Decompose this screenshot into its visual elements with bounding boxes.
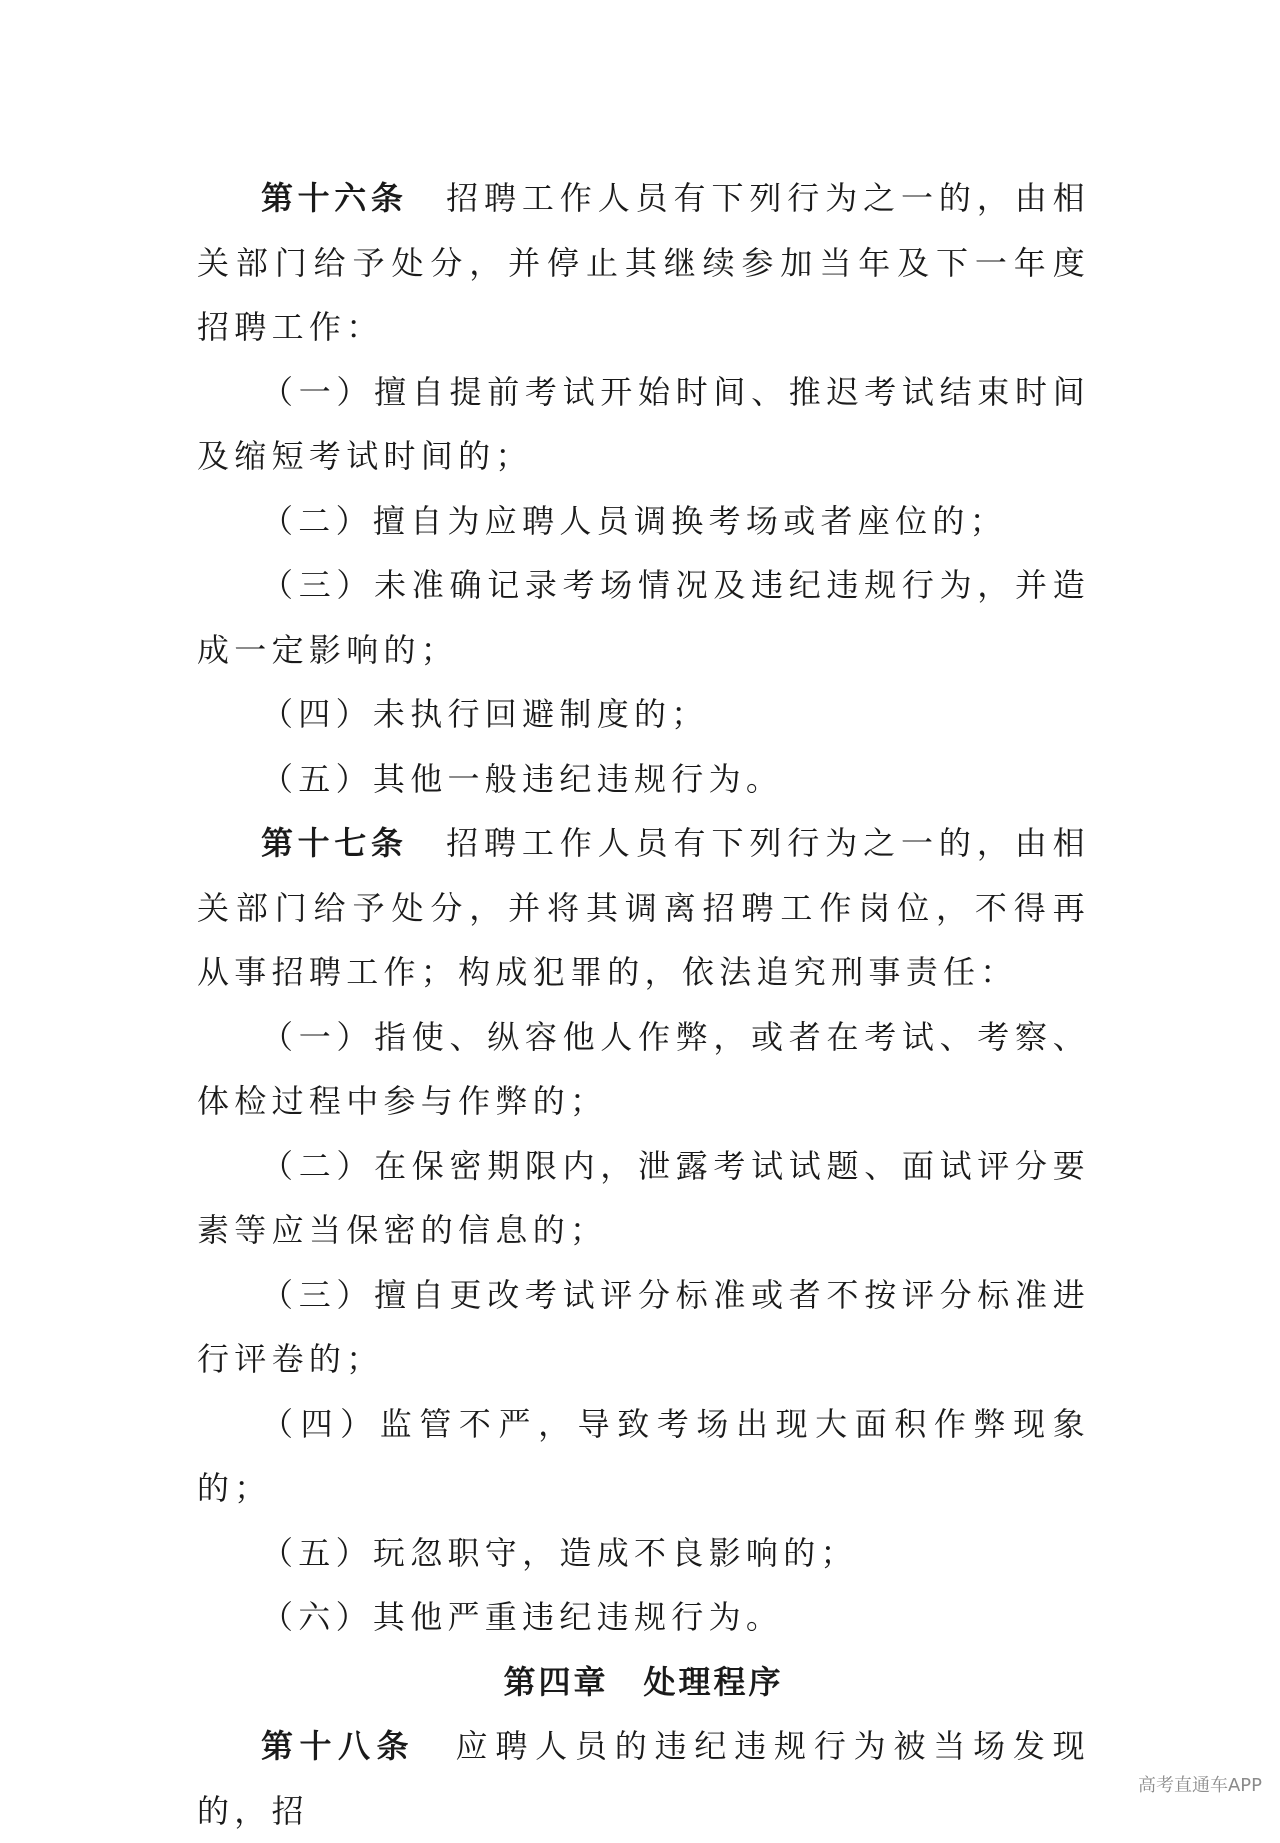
- article-16-text: 招聘工作人员有下列行为之一的，由相关部门给予处分，并停止其继续参加当年及下一年度招聘工作：: [197, 179, 1090, 346]
- article-17-label: 第十七条: [261, 824, 408, 862]
- article-16-item-1: （一）擅自提前考试开始时间、推迟考试结束时间及缩短考试时间的；: [197, 372, 1090, 475]
- article-17-item-5: （五）玩忽职守，造成不良影响的；: [261, 1533, 858, 1572]
- article-16-paragraph: [197, 166, 1090, 360]
- article-16-item-5: （五）其他一般违纪违规行为。: [261, 759, 784, 798]
- article-17-item-1: （一）指使、纵容他人作弊，或者在考试、考察、体检过程中参与作弊的；: [197, 1017, 1090, 1120]
- article-16-item-4: （四）未执行回避制度的；: [261, 695, 709, 733]
- article-17-text: 招聘工作人员有下列行为之一的，由相关部门给予处分，并将其调离招聘工作岗位，不得再从事招聘工作；构成犯罪的，依法追究刑事责任：: [197, 824, 1090, 991]
- chapter-4-heading: 第四章 处理程序: [503, 1662, 784, 1701]
- article-18-label: 第十八条: [261, 1727, 416, 1765]
- article-17-item-3: （三）擅自更改考试评分标准或者不按评分标准进行评卷的；: [197, 1275, 1090, 1378]
- article-16-item-3: （三）未准确记录考场情况及违纪违规行为，并造成一定影响的；: [197, 566, 1090, 669]
- article-18-text: 应聘人员的违纪违规行为被当场发现的，招: [197, 1727, 1090, 1830]
- article-17-paragraph: [197, 811, 1090, 1005]
- document-body: [197, 166, 1090, 1843]
- article-16-item-2: （二）擅自为应聘人员调换考场或者座位的；: [261, 501, 1008, 540]
- article-17-item-4: （四）监管不严，导致考场出现大面积作弊现象的；: [197, 1404, 1090, 1507]
- app-watermark: 高考直通车APP: [1137, 1775, 1262, 1796]
- article-16-label: 第十六条: [261, 179, 408, 217]
- article-18-paragraph: [197, 1714, 1090, 1843]
- article-17-item-6: （六）其他严重违纪违规行为。: [261, 1598, 784, 1636]
- article-17-item-2: （二）在保密期限内，泄露考试试题、面试评分要素等应当保密的信息的；: [197, 1146, 1090, 1249]
